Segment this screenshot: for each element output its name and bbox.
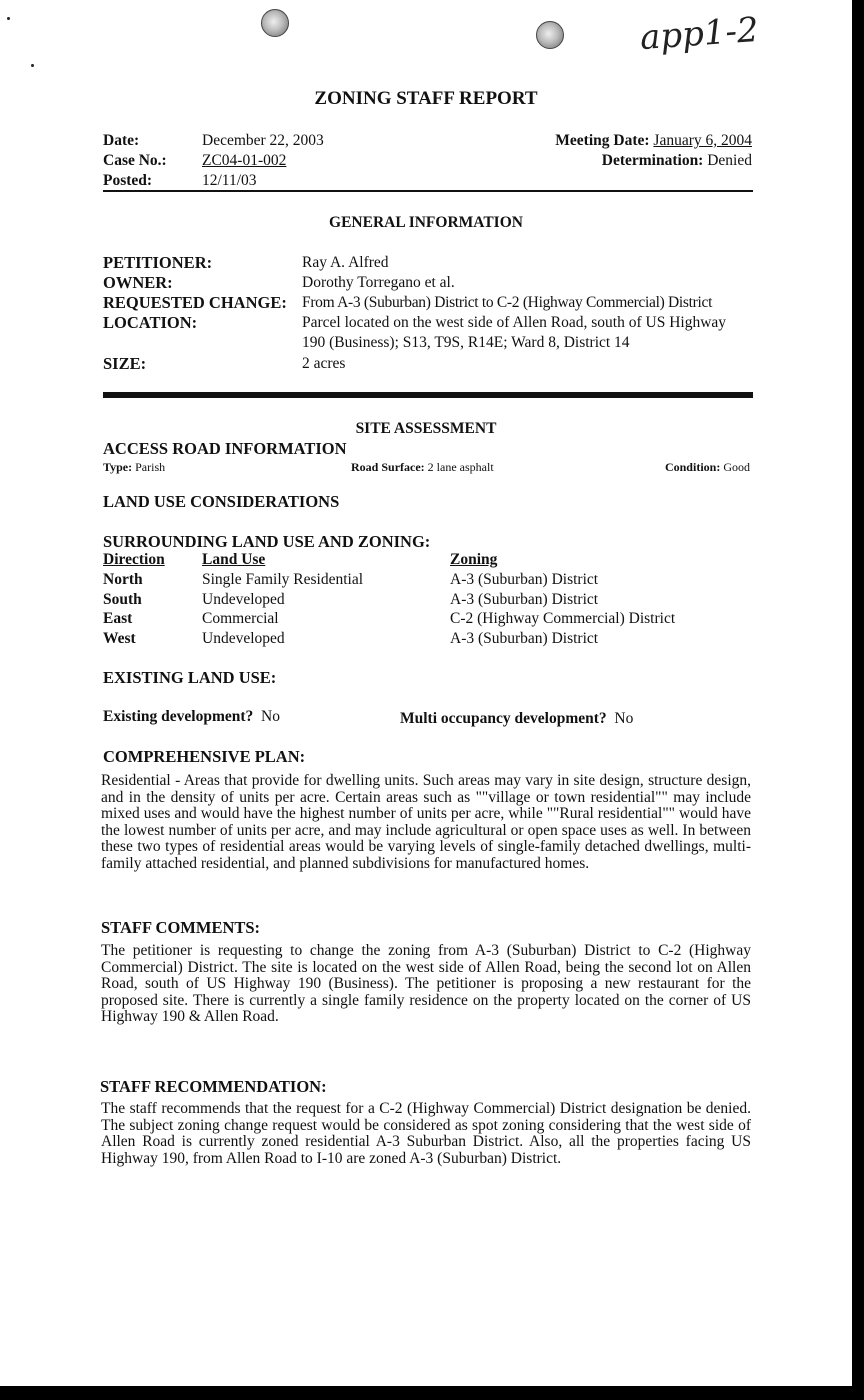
general-information-heading: GENERAL INFORMATION	[329, 214, 523, 231]
punch-hole-mark	[261, 9, 289, 37]
existing-development-row	[103, 708, 280, 726]
date-value: December 22, 2003	[202, 132, 324, 149]
road-surface-value: 2 lane asphalt	[427, 460, 494, 474]
land-use-heading: LAND USE CONSIDERATIONS	[103, 492, 340, 511]
staff-recommendation-heading: STAFF RECOMMENDATION:	[100, 1077, 327, 1096]
table-row-land-use: Undeveloped	[202, 591, 285, 608]
column-header-zoning: Zoning	[450, 551, 498, 568]
multi-occupancy-row	[400, 710, 633, 728]
road-condition-label: Condition:	[664, 460, 721, 474]
meeting-date-row	[555, 132, 752, 150]
staff-comments-text: The petitioner is requesting to change the zoning from A-3 (Suburban) District to C-2 (Highway Commercial) District. The site is located on the west side of Allen Road, being the second lot on Allen Road, south of US Highway 190 (Business). The petitioner is proposing a new restaurant for the proposed site. There is currently a single family residence on the property located on the corner of US Highway 190 & Allen Road.	[101, 942, 751, 1025]
posted-label: Posted:	[103, 172, 153, 189]
table-row-zoning: C-2 (Highway Commercial) District	[450, 610, 676, 627]
date-label: Date:	[103, 132, 140, 149]
comprehensive-plan-text: Residential - Areas that provide for dwelling units. Such areas may vary in site design, structure design, and in the density of units per acre. Certain areas such as ""village or town residential"" may include mixed uses and would have the highest number of units per acre, while ""Rural residential"" would have the lowest number of units per acre, and may include agricultural or open space uses as well. In between these two types of residential areas would be varying levels of single-family detached dwellings, multi-family attached residential, and planned subdivisions for manufactured homes.	[101, 772, 751, 872]
table-row-direction: West	[103, 630, 136, 647]
existing-development-label: Existing development?	[103, 708, 254, 725]
petitioner-value: Ray A. Alfred	[302, 254, 389, 271]
existing-development-value: No	[261, 708, 280, 725]
case-number-label: Case No.:	[103, 152, 167, 169]
table-row-direction: North	[103, 571, 143, 588]
staff-comments-heading: STAFF COMMENTS:	[101, 918, 261, 937]
location-value-line1: Parcel located on the west side of Allen Road, south of US Highway	[302, 314, 727, 331]
punch-hole-mark	[536, 21, 564, 49]
road-condition-row	[665, 460, 750, 475]
multi-occupancy-label: Multi occupancy development?	[400, 710, 607, 727]
surrounding-land-use-heading: SURROUNDING LAND USE AND ZONING:	[103, 532, 431, 551]
multi-occupancy-value: No	[614, 710, 634, 727]
road-type-label: Type:	[103, 460, 133, 474]
header-divider	[103, 190, 753, 192]
posted-value: 12/11/03	[202, 172, 257, 189]
table-row-land-use: Single Family Residential	[202, 571, 364, 588]
table-row-zoning: A-3 (Suburban) District	[450, 571, 599, 588]
section-divider	[103, 392, 753, 398]
table-row-land-use: Undeveloped	[202, 630, 285, 647]
road-type-value: Parish	[135, 460, 166, 474]
determination-row	[602, 152, 752, 170]
column-header-land-use: Land Use	[202, 551, 266, 568]
size-label: SIZE:	[103, 354, 147, 373]
site-assessment-heading: SITE ASSESSMENT	[355, 420, 497, 437]
requested-change-label: REQUESTED CHANGE:	[103, 293, 287, 312]
determination-value: Denied	[707, 152, 752, 169]
table-row-zoning: A-3 (Suburban) District	[450, 591, 599, 608]
requested-change-value: From A-3 (Suburban) District to C-2 (Highway Commercial) District	[302, 294, 713, 311]
scan-speck	[31, 64, 34, 67]
owner-label: OWNER:	[103, 273, 173, 292]
case-number-value: ZC04-01-002	[202, 152, 287, 169]
petitioner-label: PETITIONER:	[103, 253, 213, 272]
owner-value: Dorothy Torregano et al.	[302, 274, 455, 291]
meeting-date-value: January 6, 2004	[653, 132, 752, 149]
road-surface-row	[351, 460, 494, 475]
table-row-zoning: A-3 (Suburban) District	[450, 630, 599, 647]
determination-label: Determination:	[601, 152, 704, 169]
staff-recommendation-text: The staff recommends that the request for a C-2 (Highway Commercial) District designation be denied. The subject zoning change request would be considered as spot zoning considering that the west side of Allen Road is currently zoned residential A-3 Suburban District. Also, all the properties facing US Highway 190, from Allen Road to I-10 are zoned A-3 (Suburban) District.	[101, 1100, 751, 1167]
road-condition-value: Good	[723, 460, 750, 474]
road-surface-label: Road Surface:	[351, 460, 425, 474]
table-row-land-use: Commercial	[202, 610, 279, 627]
road-type-row	[103, 460, 165, 475]
column-header-direction: Direction	[103, 551, 165, 568]
meeting-date-label: Meeting Date:	[555, 132, 650, 149]
location-label: LOCATION:	[103, 313, 198, 332]
scan-speck	[7, 17, 10, 20]
location-value-line2: 190 (Business); S13, T9S, R14E; Ward 8, District 14	[302, 334, 630, 351]
access-road-heading: ACCESS ROAD INFORMATION	[103, 439, 347, 458]
size-value: 2 acres	[302, 355, 346, 372]
table-row-direction: East	[103, 610, 133, 627]
comprehensive-plan-heading: COMPREHENSIVE PLAN:	[103, 747, 306, 766]
report-title: ZONING STAFF REPORT	[314, 88, 538, 109]
existing-land-use-heading: EXISTING LAND USE:	[103, 668, 277, 687]
handwritten-note: app1-2	[638, 9, 760, 59]
table-row-direction: South	[103, 591, 142, 608]
